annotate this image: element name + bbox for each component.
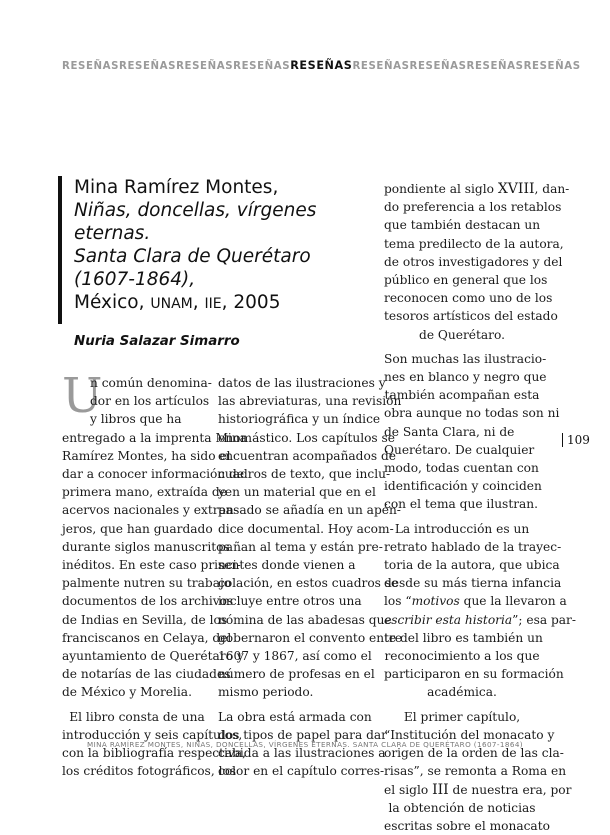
text-column-3 xyxy=(384,180,576,835)
col3-line xyxy=(384,180,570,198)
col2-line: cuadros de texto, que inclu- xyxy=(218,467,391,482)
col3-text: , dan- xyxy=(534,182,570,196)
col2-line: 1607 y 1867, así como el xyxy=(218,649,372,664)
col3-line: tesoros artísticos del estado xyxy=(384,309,558,324)
col1-line: palmente nutren su trabajo xyxy=(62,576,232,591)
book-title-line-2: Santa Clara de Querétaro xyxy=(74,246,311,267)
col3-line: origen de la orden de las cla- xyxy=(384,746,564,761)
col2-line: sentes donde vienen a xyxy=(218,558,356,573)
col3-line: académica. xyxy=(427,685,497,700)
book-publisher xyxy=(74,291,394,316)
col2-line: número de profesas en el xyxy=(218,667,375,682)
col1-line: ayuntamiento de Querétaro y xyxy=(62,649,244,664)
col2-line: pasado se añadía en un apén- xyxy=(218,503,401,518)
col3-line: reconocimiento a los que xyxy=(384,649,540,664)
col3-line: nes en blanco y negro que xyxy=(384,370,547,385)
col2-line: incluye entre otros una xyxy=(218,594,362,609)
col3-text: el siglo xyxy=(384,782,433,797)
col3-century: III xyxy=(432,781,449,798)
col1-line: dar a conocer información de xyxy=(62,467,245,482)
col3-century: XVIII xyxy=(497,181,535,197)
col1-line: primera mano, extraída de xyxy=(62,485,227,500)
col3-text: los “ xyxy=(384,594,412,609)
col1-line: acervos nacionales y extran- xyxy=(62,503,238,518)
running-footer: MINA RAMÍREZ MONTES, NIÑAS, DONCELLAS, VÍRGENES ETERNAS. SANTA CLARA DE QUERÉTARO (1607-1864) xyxy=(86,740,523,749)
col3-text: ”; esa par- xyxy=(512,612,576,627)
col3-line: reconocen como uno de los xyxy=(384,291,553,306)
col2-line: nómina de las abadesas que xyxy=(218,612,392,627)
col1-line: de notarías de las ciudades xyxy=(62,667,231,682)
col3-line: obra aunque no todas son ni xyxy=(384,406,560,421)
col1-line: de México y Morelia. xyxy=(62,685,192,700)
col3-line xyxy=(384,781,572,799)
col3-line: que también destacan un xyxy=(384,218,541,233)
col1-line: inéditos. En este caso princi- xyxy=(62,558,241,573)
text-column-1 xyxy=(62,368,247,780)
col3-line: de otros investigadores y del xyxy=(384,254,563,269)
col3-line: “Institución del monacato y xyxy=(384,727,555,742)
col3-line: risas”, se remonta a Roma en xyxy=(384,764,567,779)
page-number: 109 xyxy=(562,433,590,447)
review-title-block xyxy=(58,176,394,349)
col3-line: identificación y coinciden xyxy=(384,479,542,494)
col3-text: que la llevaron a xyxy=(459,594,567,609)
col3-line: retrato hablado de la trayec- xyxy=(384,539,562,554)
col1-line: dor en los artículos xyxy=(90,394,210,409)
col3-line xyxy=(384,592,567,610)
header-section-label: RESEÑAS xyxy=(290,59,353,72)
col1-line: documentos de los archivos xyxy=(62,594,234,609)
col2-line: dos tipos de papel para dar xyxy=(218,727,388,742)
book-citation xyxy=(74,176,394,316)
col3-line: Querétaro. De cualquier xyxy=(384,442,535,457)
book-title-line-1: Niñas, doncellas, vírgenes eternas. xyxy=(74,200,317,244)
col1-line: franciscanos en Celaya, del xyxy=(62,630,232,645)
col3-line: público en general que los xyxy=(384,273,548,288)
col1-line: Ramírez Montes, ha sido el xyxy=(62,448,231,463)
col3-line: participaron en su formación xyxy=(384,667,564,682)
col2-line: historiográfica y un índice xyxy=(218,412,381,427)
col2-line: encuentran acompañados de xyxy=(218,448,396,463)
drop-cap: U xyxy=(62,368,103,424)
col3-line: la obtención de noticias xyxy=(388,800,536,815)
col2-line: dice documental. Hoy acom- xyxy=(218,521,394,536)
col3-italic: motivos xyxy=(411,594,460,609)
col2-line: pañan al tema y están pre- xyxy=(218,539,383,554)
col1-line: de Indias en Sevilla, de los xyxy=(62,612,228,627)
col3-text: pondiente al siglo xyxy=(384,182,498,196)
col3-line: con el tema que ilustran. xyxy=(384,497,539,512)
col2-line: las abreviaturas, una revisión xyxy=(218,394,402,409)
publisher-unam: UNAM xyxy=(150,296,193,312)
header-right-repeat: RESEÑASRESEÑASRESEÑASRESEÑAS xyxy=(352,61,581,72)
publisher-year: , 2005 xyxy=(221,292,281,313)
header-left-repeat: RESEÑASRESEÑASRESEÑASRESEÑAS xyxy=(62,61,291,72)
col2-line: cabida a las ilustraciones a xyxy=(218,746,386,761)
col3-line: El primer capítulo, xyxy=(403,709,521,724)
col3-line: modo, todas cuentan con xyxy=(384,461,539,476)
col3-line: toria de la autora, que ubica xyxy=(384,558,560,573)
col2-line: La obra está armada con xyxy=(218,709,372,724)
col3-line: escritas sobre el monacato xyxy=(384,818,550,833)
col2-line: datos de las ilustraciones y xyxy=(218,376,386,390)
col1-line: entregado a la imprenta Mina xyxy=(62,430,247,445)
col3-italic: escribir esta historia xyxy=(384,612,513,627)
col3-line: te del libro es también un xyxy=(384,630,543,645)
col3-line: do preferencia a los retablos xyxy=(384,200,562,215)
col2-line: gobernaron el convento entre xyxy=(218,630,403,645)
col1-line: con la bibliografía respectiva, xyxy=(62,746,246,761)
review-author: Nuria Salazar Simarro xyxy=(74,334,240,349)
section-header xyxy=(62,59,581,72)
book-author: Mina Ramírez Montes, xyxy=(74,177,279,198)
col1-line: y libros que ha xyxy=(90,412,182,427)
col2-line: onomástico. Los capítulos se xyxy=(218,430,396,445)
col2-line: yen un material que en el xyxy=(218,485,376,500)
col3-line xyxy=(384,611,576,629)
col3-line: desde su más tierna infancia xyxy=(384,576,562,591)
col3-line: de Querétaro. xyxy=(419,327,505,342)
col1-line: durante siglos manuscritos xyxy=(62,539,230,554)
col2-line: mismo periodo. xyxy=(218,685,314,700)
col3-line: Son muchas las ilustracio- xyxy=(384,351,547,366)
col3-line: también acompañan esta xyxy=(384,388,540,403)
col3-text: de nuestra era, por xyxy=(448,782,572,797)
publisher-place: México, xyxy=(74,292,151,313)
col1-line: jeros, que han guardado xyxy=(62,521,213,536)
col1-line: los créditos fotográficos, los xyxy=(62,764,237,779)
col1-line: n común denomina- xyxy=(90,376,212,390)
col1-line: El libro consta de una xyxy=(69,709,205,724)
col1-line: introducción y seis capítulos, xyxy=(62,727,243,742)
text-column-2 xyxy=(218,374,403,780)
col3-line: La introducción es un xyxy=(394,521,530,536)
publisher-sep: , xyxy=(192,292,205,313)
col3-line: de Santa Clara, ni de xyxy=(384,424,515,439)
col2-line: colación, en estos cuadros se xyxy=(218,576,399,591)
col3-line: tema predilecto de la autora, xyxy=(384,236,564,251)
col2-line: color en el capítulo corres- xyxy=(218,764,385,779)
book-title-dates: (1607-1864), xyxy=(74,269,196,290)
publisher-iie: IIE xyxy=(204,296,222,312)
